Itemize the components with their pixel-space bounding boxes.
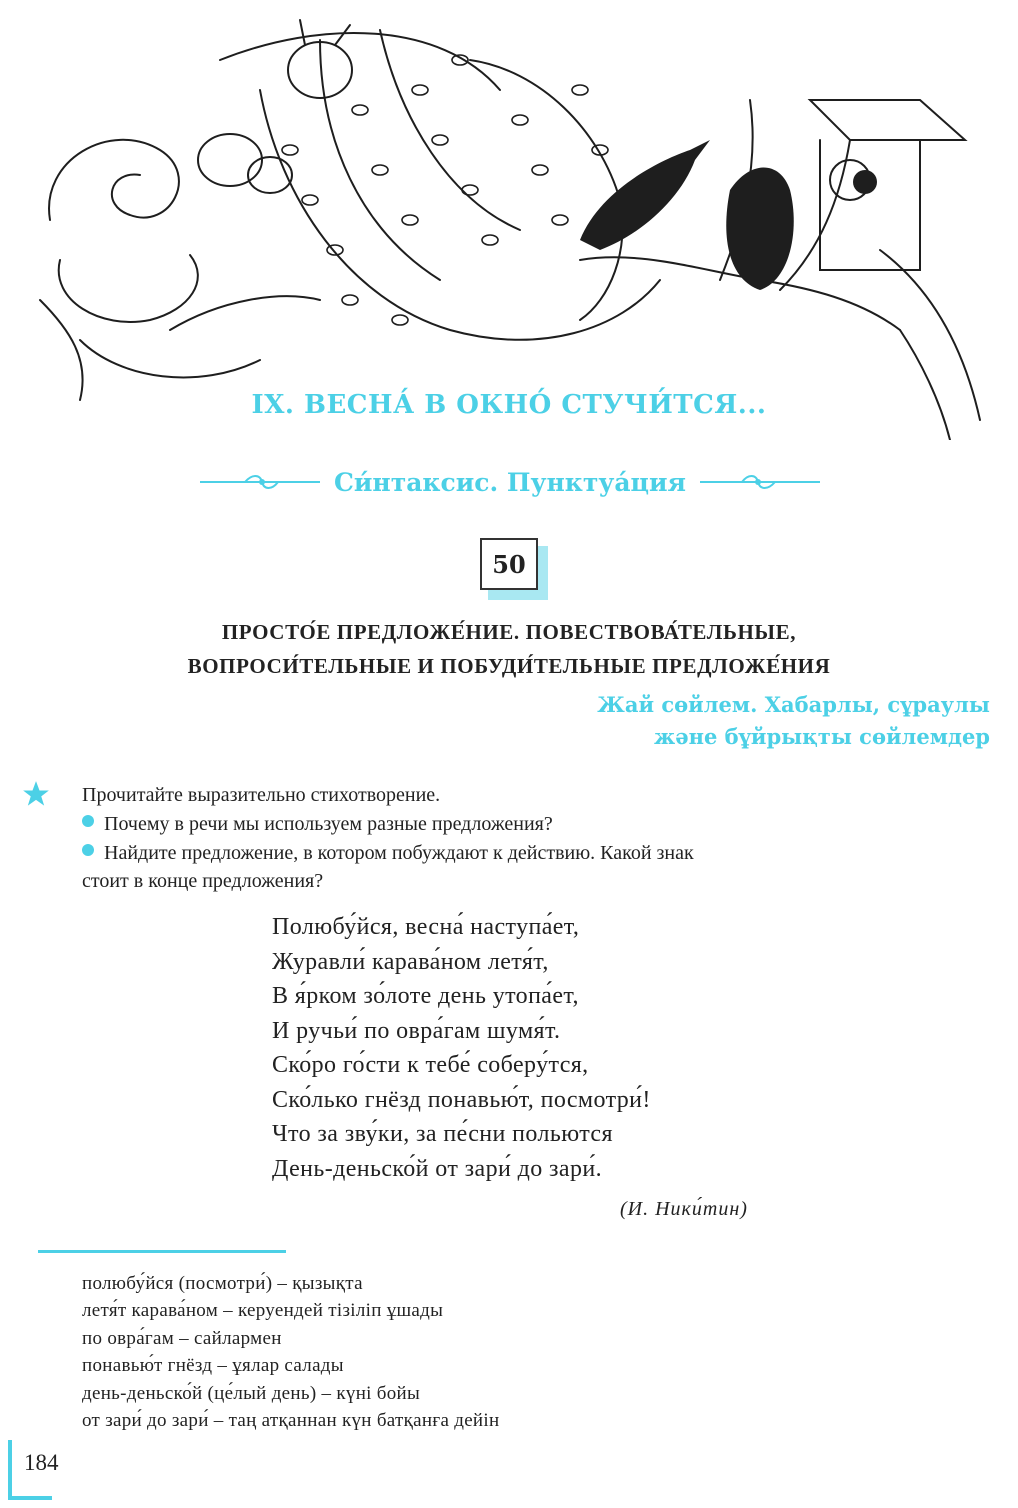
page-corner-bar <box>8 1440 12 1500</box>
glossary-item: полюбу́йся (посмотри́) – қызықта <box>82 1273 363 1294</box>
bullet-dot-icon <box>82 815 94 827</box>
poem-line: Ско́лько гнёзд понавью́т, посмотри́! <box>272 1086 651 1113</box>
task-question-1-text: Почему в речи мы используем разные предложения? <box>104 813 553 835</box>
glossary-item: по овра́гам – сайлармен <box>82 1327 282 1349</box>
section-header <box>160 464 860 500</box>
star-icon <box>22 780 50 808</box>
glossary-item: понавью́т гнёзд – ұялар салады <box>82 1355 344 1377</box>
right-ornament-icon <box>700 472 820 492</box>
poem-line: День-деньско́й от зари́ до зари́. <box>272 1155 603 1182</box>
bullet-dot-icon <box>82 844 94 856</box>
poem-line: В я́рком зо́лоте день утопа́ет, <box>272 983 579 1009</box>
lesson-number-box <box>480 538 550 602</box>
task-question-2 <box>82 842 694 865</box>
poem-line: И ручьи́ по овра́гам шумя́т. <box>272 1017 561 1044</box>
task-question-2-text: Найдите предложение, в котором побуждают к действию. Какой знак <box>104 842 694 864</box>
chapter-title: IX. ВЕСНА́ В ОКНО́ СТУЧИ́ТСЯ... <box>251 390 767 420</box>
footnote-divider <box>38 1250 286 1253</box>
glossary <box>82 1270 499 1434</box>
poem-line: Ско́ро го́сти к тебе́ соберу́тся, <box>272 1052 589 1078</box>
task-intro: Прочитайте выразительно стихотворение. <box>82 784 441 806</box>
page-corner-bar <box>8 1496 52 1500</box>
topic-title-line1: ПРОСТО́Е ПРЕДЛОЖЕ́НИЕ. ПОВЕСТВОВА́ТЕЛЬНЫЕ, <box>221 620 797 644</box>
topic-title-line2: ВОПРОСИ́ТЕЛЬНЫЕ И ПОБУДИ́ТЕЛЬНЫЕ ПРЕДЛОЖЕ́НИЯ <box>187 654 831 678</box>
poem <box>272 910 651 1186</box>
page-number: 184 <box>24 1450 59 1475</box>
poem-author: (И. Ники́тин) <box>620 1198 748 1220</box>
topic-kz-line2: және бұйрықты сөйлемдер <box>654 724 990 749</box>
section-title: Си́нтаксис. Пунктуа́ция <box>333 467 686 497</box>
poem-line: Полюбу́йся, весна́ наступа́ет, <box>272 914 580 940</box>
glossary-item: день-деньско́й (це́лый день) – күні бойы <box>82 1382 421 1404</box>
poem-line: Журавли́ карава́ном летя́т, <box>272 948 549 975</box>
spring-birds-illustration <box>20 0 1000 440</box>
topic-kz-line1: Жай сөйлем. Хабарлы, сұраулы <box>597 692 990 717</box>
glossary-item: от зари́ до зари́ – таң атқаннан күн батқанға дейін <box>82 1410 500 1432</box>
left-ornament-icon <box>200 472 320 492</box>
task-question-1 <box>82 813 553 836</box>
glossary-item: летя́т карава́ном – керуендей тізіліп ұшады <box>82 1300 444 1322</box>
lesson-number: 50 <box>480 538 538 590</box>
task-question-2-continued: стоит в конце предложения? <box>82 870 324 892</box>
poem-line: Что за зву́ки, за пе́сни польются <box>272 1121 613 1147</box>
